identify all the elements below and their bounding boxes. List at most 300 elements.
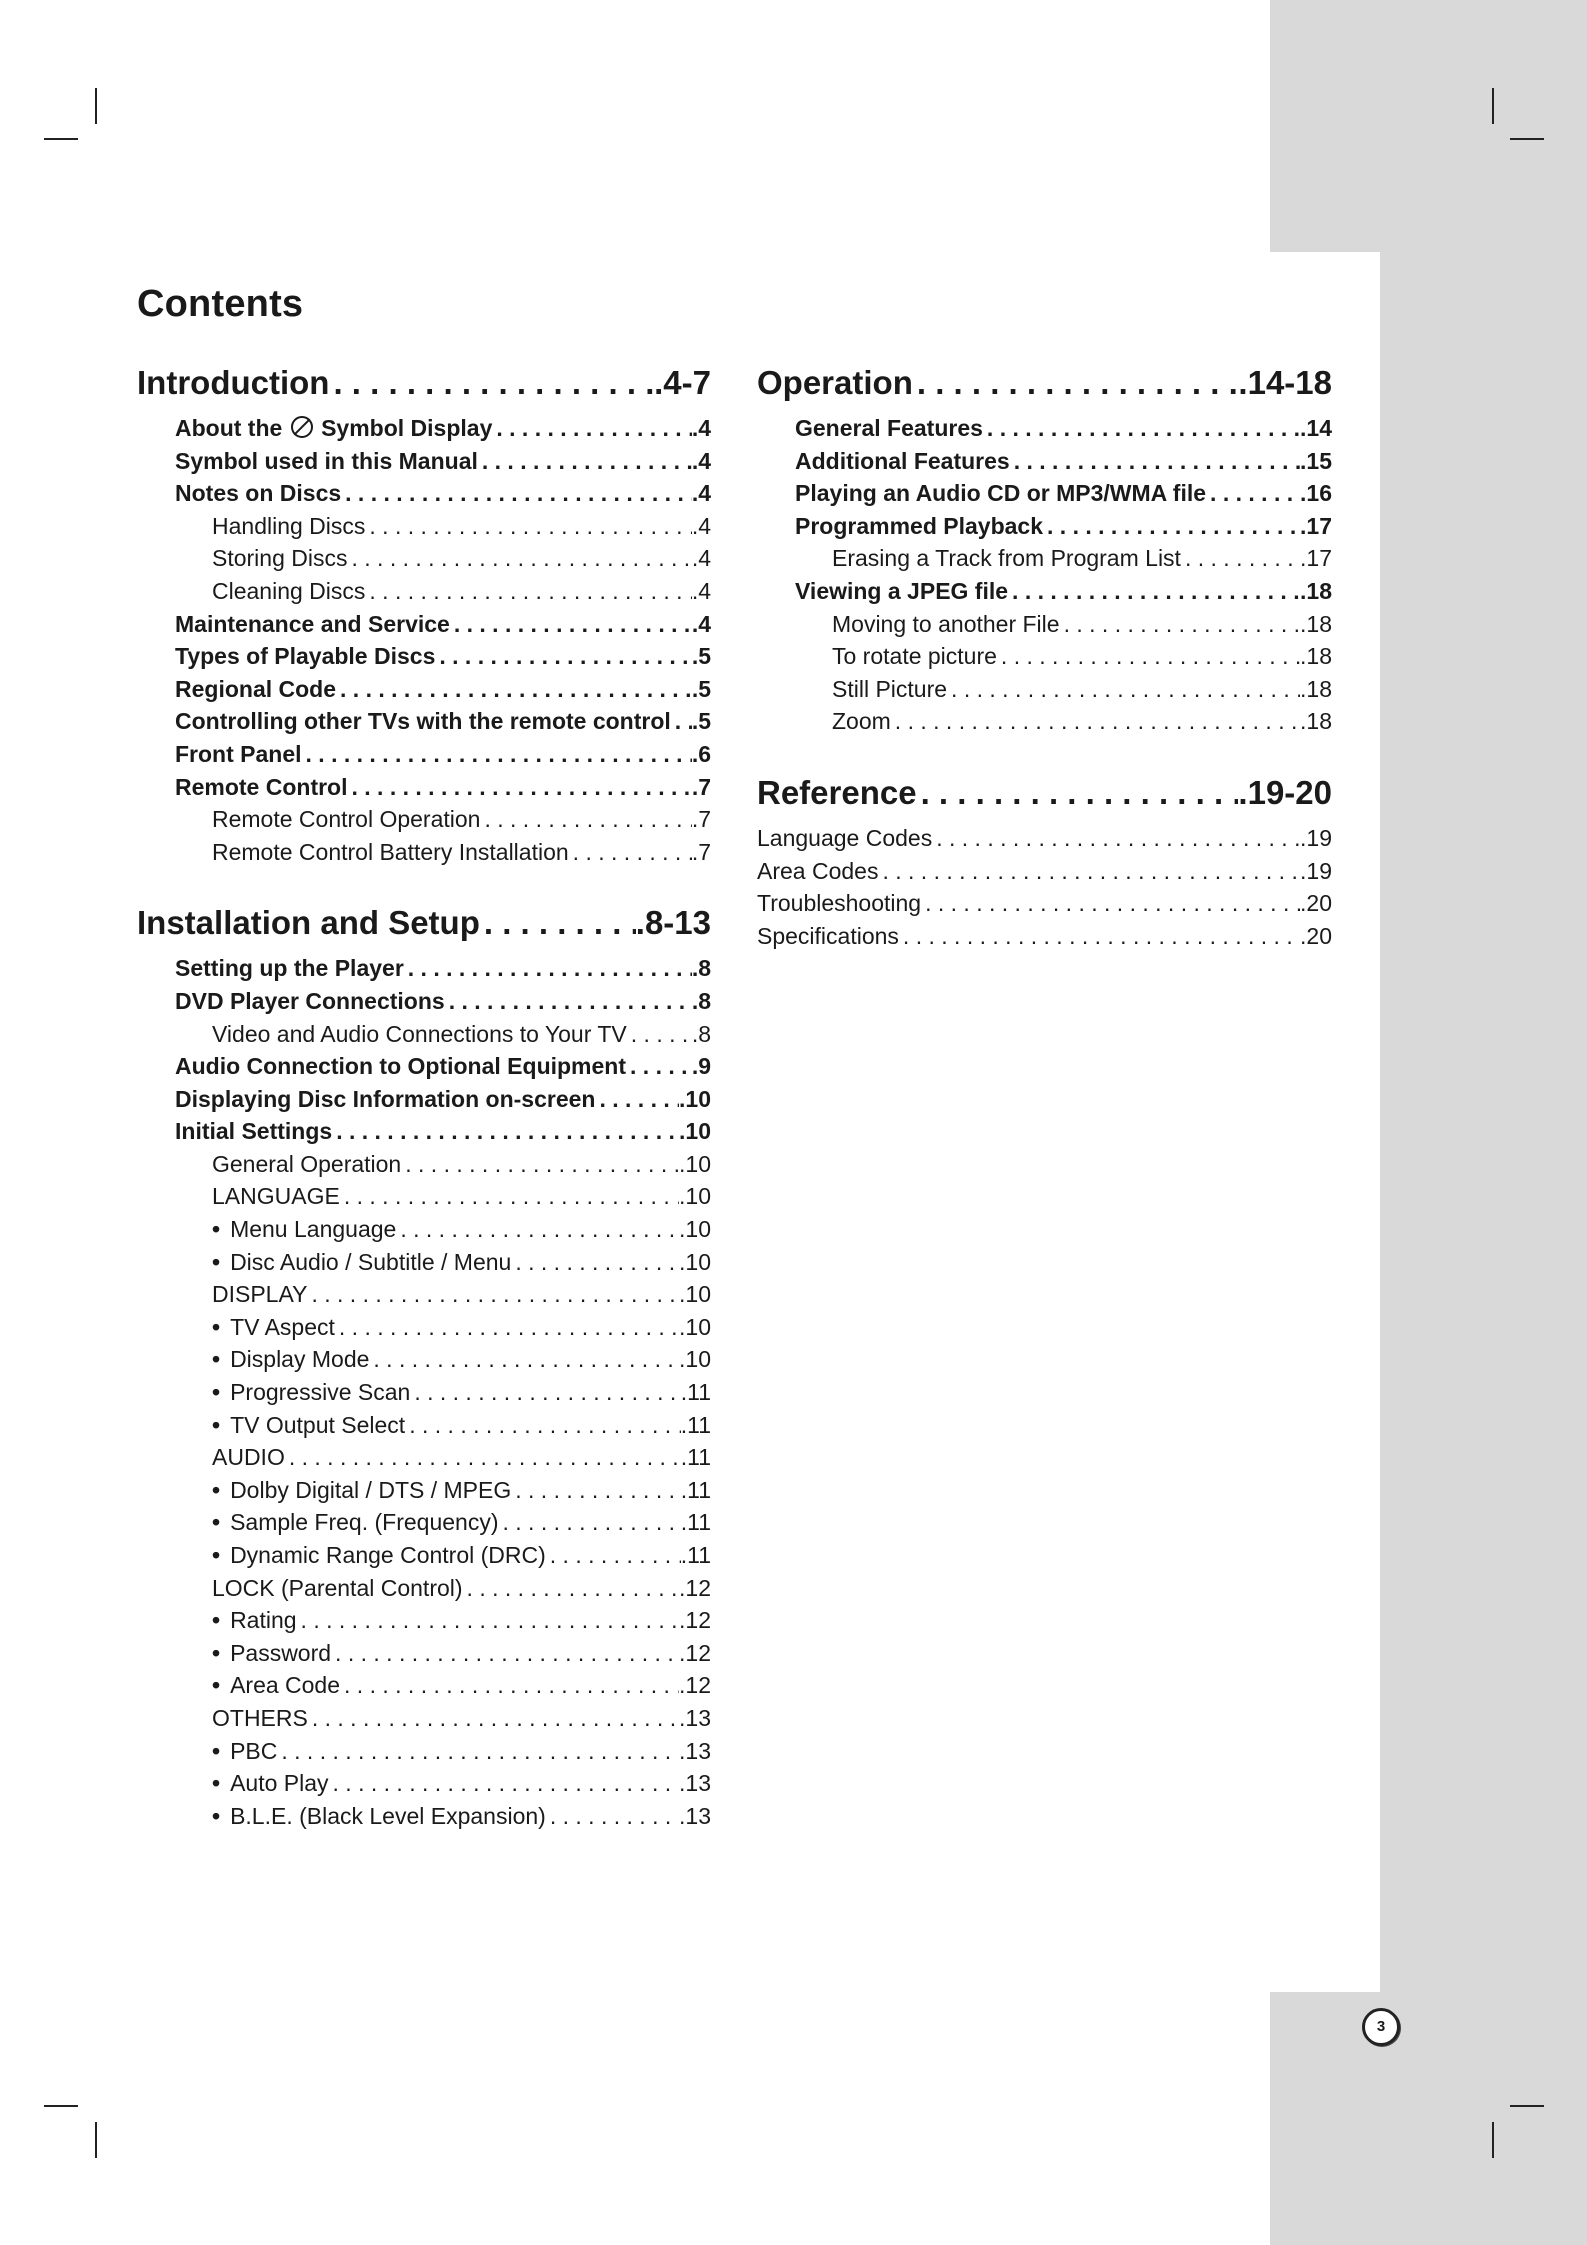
bullet-icon: • xyxy=(212,1737,221,1764)
toc-page-number: .18 xyxy=(1300,643,1332,670)
toc-entry-video-and-audio-connections-to-your-tv xyxy=(137,1018,711,1051)
toc-entry-remote-control xyxy=(137,771,711,804)
toc-entry-text: Progressive Scan xyxy=(230,1379,411,1406)
side-tab-band xyxy=(1380,252,1587,1992)
toc-page-number: .4 xyxy=(691,610,711,637)
toc-entry-displaying-disc-information-on-screen xyxy=(137,1083,711,1116)
dot-leader xyxy=(365,575,691,608)
toc-entry-additional-features xyxy=(757,445,1332,478)
toc-entry-text: TV Aspect xyxy=(230,1313,335,1340)
dot-leader xyxy=(480,803,691,836)
toc-entry-text: Notes on Discs xyxy=(175,480,342,507)
toc-entry-text: Still Picture xyxy=(832,675,948,702)
toc-entry-lock-parental-control xyxy=(137,1572,711,1605)
toc-entry-text: Specifications xyxy=(757,922,899,949)
bullet-icon: • xyxy=(212,1476,221,1503)
bullet-icon: • xyxy=(212,1672,221,1699)
toc-entry-storing-discs xyxy=(137,542,711,575)
dot-leader xyxy=(329,1767,680,1800)
dot-leader xyxy=(335,1311,679,1344)
toc-entry-label xyxy=(795,412,983,445)
toc-section-reference xyxy=(757,768,1332,818)
toc-entry-label xyxy=(757,768,917,818)
toc-entry-area-codes xyxy=(757,855,1332,888)
crop-mark xyxy=(95,2122,97,2158)
toc-entry-label xyxy=(212,1735,277,1768)
toc-entry-text: TV Output Select xyxy=(230,1411,406,1438)
toc-page-number: .10 xyxy=(679,1216,711,1243)
dot-leader xyxy=(1181,542,1300,575)
toc-entry-label xyxy=(212,1343,369,1376)
toc-entry-text: Storing Discs xyxy=(212,545,348,572)
crop-mark xyxy=(95,88,97,124)
side-tab-band-top xyxy=(1270,0,1587,252)
toc-entry-label xyxy=(212,1702,308,1735)
toc-section-operation xyxy=(757,358,1332,408)
toc-entry-zoom xyxy=(757,705,1332,738)
dot-leader xyxy=(445,985,692,1018)
toc-entry-label xyxy=(175,1083,595,1116)
toc-page-number: .10 xyxy=(679,1346,711,1373)
side-tab-band-bottom xyxy=(1270,1992,1587,2245)
toc-page-number: .13 xyxy=(679,1737,711,1764)
toc-entry-label xyxy=(212,1506,499,1539)
dot-leader xyxy=(1008,575,1300,608)
toc-entry-text: Playing an Audio CD or MP3/WMA file xyxy=(795,480,1207,507)
toc-entry-text: LANGUAGE xyxy=(212,1183,340,1210)
toc-entry-maintenance-and-service xyxy=(137,608,711,641)
toc-entry-text: OTHERS xyxy=(212,1704,308,1731)
bullet-icon: • xyxy=(212,1509,221,1536)
crop-mark xyxy=(1510,138,1544,140)
toc-page-number: .8 xyxy=(691,1020,711,1047)
toc-entry-label xyxy=(832,705,891,738)
dot-leader xyxy=(947,673,1300,706)
toc-entry-progressive-scan xyxy=(137,1376,711,1409)
crop-mark xyxy=(1510,2105,1544,2107)
dot-leader xyxy=(997,640,1300,673)
toc-page-number: .10 xyxy=(679,1118,711,1145)
toc-entry-about-the-symbol-display xyxy=(137,412,711,445)
dot-leader xyxy=(369,1343,679,1376)
toc-page-number: .6 xyxy=(691,740,711,767)
dot-leader xyxy=(1043,510,1300,543)
dot-leader xyxy=(917,768,1239,818)
toc-entry-text: Moving to another File xyxy=(832,610,1060,637)
toc-entry-tv-aspect xyxy=(137,1311,711,1344)
dot-leader xyxy=(331,1637,679,1670)
toc-entry-text: LOCK (Parental Control) xyxy=(212,1574,463,1601)
toc-page-number: .17 xyxy=(1300,545,1332,572)
toc-entry-general-operation xyxy=(137,1148,711,1181)
toc-entry-label xyxy=(212,1669,340,1702)
toc-entry-text: Front Panel xyxy=(175,740,302,767)
toc-page-number: .4 xyxy=(691,577,711,604)
bullet-icon: • xyxy=(212,1802,221,1829)
toc-entry-label xyxy=(175,412,492,445)
toc-entry-label xyxy=(757,822,932,855)
toc-entry-label xyxy=(175,640,435,673)
dot-leader xyxy=(329,358,654,408)
toc-entry-display xyxy=(137,1278,711,1311)
dot-leader xyxy=(1010,445,1300,478)
toc-page-number: .19 xyxy=(1300,824,1332,851)
toc-entry-cleaning-discs xyxy=(137,575,711,608)
toc-entry-text: Area Code xyxy=(230,1672,341,1699)
dot-leader xyxy=(511,1474,680,1507)
toc-entry-text: Auto Play xyxy=(230,1770,329,1797)
toc-entry-still-picture xyxy=(757,673,1332,706)
toc-entry-text: AUDIO xyxy=(212,1444,285,1471)
toc-entry-label xyxy=(175,771,348,804)
toc-entry-text: Video and Audio Connections to Your TV xyxy=(212,1020,627,1047)
bullet-icon: • xyxy=(212,1248,221,1275)
toc-page-number: .11 xyxy=(680,1411,711,1438)
toc-entry-label xyxy=(212,1767,329,1800)
toc-page-number: .18 xyxy=(1300,675,1332,702)
toc-section-installation-and-setup xyxy=(137,898,711,948)
dot-leader xyxy=(285,1441,681,1474)
toc-entry-text: Maintenance and Service xyxy=(175,610,450,637)
bullet-icon: • xyxy=(212,1639,221,1666)
toc-page-number: .19-20 xyxy=(1238,773,1332,811)
toc-entry-label xyxy=(212,575,365,608)
page-title: Contents xyxy=(137,283,304,325)
dot-leader xyxy=(891,705,1300,738)
dot-leader xyxy=(921,887,1300,920)
toc-entry-label xyxy=(212,1018,627,1051)
toc-page-number: .19 xyxy=(1300,857,1332,884)
toc-page-number: .7 xyxy=(691,838,711,865)
toc-page-number: .18 xyxy=(1300,610,1332,637)
toc-entry-pbc xyxy=(137,1735,711,1768)
toc-entry-text: Password xyxy=(230,1639,332,1666)
toc-entry-others xyxy=(137,1702,711,1735)
toc-entry-auto-play xyxy=(137,1767,711,1800)
toc-page-number: .5 xyxy=(691,643,711,670)
toc-page-number: .11 xyxy=(680,1476,711,1503)
toc-entry-regional-code xyxy=(137,673,711,706)
toc-entry-text: General Operation xyxy=(212,1150,402,1177)
dot-leader xyxy=(899,920,1300,953)
bullet-icon: • xyxy=(212,1313,221,1340)
dot-leader xyxy=(913,358,1239,408)
toc-entry-label xyxy=(795,510,1043,543)
bullet-icon: • xyxy=(212,1411,221,1438)
dot-leader xyxy=(297,1604,679,1637)
toc-entry-text: Additional Features xyxy=(795,447,1010,474)
toc-entry-general-features xyxy=(757,412,1332,445)
dot-leader xyxy=(347,542,691,575)
dot-leader xyxy=(983,412,1300,445)
toc-entry-text: Symbol used in this Manual xyxy=(175,447,478,474)
toc-entry-label xyxy=(175,1115,332,1148)
toc-entry-dynamic-range-control-drc xyxy=(137,1539,711,1572)
dot-leader xyxy=(348,771,692,804)
toc-entry-text: Troubleshooting xyxy=(757,890,922,917)
toc-page-number: .11 xyxy=(680,1444,711,1471)
toc-entry-label xyxy=(212,1637,331,1670)
dot-leader xyxy=(546,1800,679,1833)
toc-page-number: .12 xyxy=(679,1639,711,1666)
toc-entry-label xyxy=(212,1278,307,1311)
toc-entry-label xyxy=(175,673,336,706)
toc-entry-menu-language xyxy=(137,1213,711,1246)
toc-page-number: .20 xyxy=(1300,890,1332,917)
dot-leader xyxy=(365,510,691,543)
crop-mark xyxy=(44,138,78,140)
toc-entry-text: Regional Code xyxy=(175,675,337,702)
toc-entry-label xyxy=(137,358,329,408)
bullet-icon: • xyxy=(212,1346,221,1373)
toc-right-column xyxy=(757,358,1332,952)
toc-entry-label xyxy=(757,358,913,408)
dot-leader xyxy=(277,1735,679,1768)
toc-page-number: .12 xyxy=(679,1607,711,1634)
toc-page-number: .10 xyxy=(679,1248,711,1275)
toc-entry-text: Remote Control Operation xyxy=(212,806,481,833)
dot-leader xyxy=(404,952,692,985)
toc-entry-label xyxy=(175,477,341,510)
toc-entry-b-l-e-black-level-expansion xyxy=(137,1800,711,1833)
toc-entry-label xyxy=(832,542,1181,575)
toc-entry-remote-control-operation xyxy=(137,803,711,836)
dot-leader xyxy=(307,1278,679,1311)
toc-entry-text: Remote Control xyxy=(175,773,348,800)
dot-leader xyxy=(401,1148,679,1181)
dot-leader xyxy=(396,1213,679,1246)
toc-entry-text: Audio Connection to Optional Equipment xyxy=(175,1053,627,1080)
dot-leader xyxy=(336,673,692,706)
toc-entry-label xyxy=(795,575,1008,608)
dot-leader xyxy=(450,608,692,641)
toc-entry-text: Reference xyxy=(757,773,917,811)
toc-entry-sample-freq-frequency xyxy=(137,1506,711,1539)
toc-entry-label xyxy=(212,1409,405,1442)
toc-entry-symbol-used-in-this-manual xyxy=(137,445,711,478)
toc-entry-moving-to-another-file xyxy=(757,608,1332,641)
toc-page-number: .8 xyxy=(691,987,711,1014)
dot-leader xyxy=(308,1702,679,1735)
toc-page-number: .11 xyxy=(680,1379,711,1406)
toc-entry-label-suffix: Symbol Display xyxy=(314,415,493,441)
toc-entry-types-of-playable-discs xyxy=(137,640,711,673)
toc-entry-label xyxy=(212,1441,285,1474)
toc-left-column xyxy=(137,358,711,1832)
toc-entry-label xyxy=(832,608,1060,641)
toc-entry-label xyxy=(212,1800,546,1833)
toc-section-introduction xyxy=(137,358,711,408)
dot-leader xyxy=(340,1669,679,1702)
toc-entry-text: Initial Settings xyxy=(175,1118,333,1145)
bullet-icon: • xyxy=(212,1542,221,1568)
toc-entry-text: B.L.E. (Black Level Expansion) xyxy=(230,1802,546,1829)
dot-leader xyxy=(546,1539,681,1572)
toc-entry-label xyxy=(137,898,480,948)
toc-entry-label xyxy=(212,1376,410,1409)
toc-page-number: .4 xyxy=(691,512,711,539)
toc-entry-label xyxy=(175,952,404,985)
toc-entry-text: Types of Playable Discs xyxy=(175,643,436,670)
toc-page-number: .4 xyxy=(691,447,711,474)
toc-entry-language-codes xyxy=(757,822,1332,855)
section-spacer xyxy=(137,868,711,898)
toc-entry-label xyxy=(832,673,947,706)
dot-leader xyxy=(1206,477,1300,510)
toc-entry-password xyxy=(137,1637,711,1670)
dot-leader xyxy=(435,640,691,673)
toc-page-number: .13 xyxy=(679,1704,711,1731)
toc-entry-text: Remote Control Battery Installation xyxy=(212,838,569,865)
crop-mark xyxy=(1492,88,1494,124)
toc-entry-text: DISPLAY xyxy=(212,1281,308,1308)
toc-entry-text: Display Mode xyxy=(230,1346,370,1373)
toc-entry-label xyxy=(212,836,569,869)
toc-entry-label xyxy=(212,1604,297,1637)
bullet-icon: • xyxy=(212,1607,221,1634)
section-spacer xyxy=(757,738,1332,768)
toc-page-number: .15 xyxy=(1300,447,1332,474)
toc-entry-dvd-player-connections xyxy=(137,985,711,1018)
dot-leader xyxy=(492,412,691,445)
toc-entry-label xyxy=(757,855,878,888)
dot-leader xyxy=(499,1506,681,1539)
toc-entry-handling-discs xyxy=(137,510,711,543)
toc-entry-setting-up-the-player xyxy=(137,952,711,985)
toc-page-number: .14 xyxy=(1300,415,1332,441)
dot-leader xyxy=(480,898,636,948)
dot-leader xyxy=(671,705,692,738)
toc-entry-text: To rotate picture xyxy=(832,643,997,670)
toc-entry-label xyxy=(175,738,302,771)
toc-entry-label xyxy=(212,1474,511,1507)
toc-entry-audio-connection-to-optional-equipment xyxy=(137,1050,711,1083)
toc-entry-troubleshooting xyxy=(757,887,1332,920)
toc-page-number: .8-13 xyxy=(635,904,711,942)
toc-entry-text: Area Codes xyxy=(757,857,879,884)
toc-entry-label xyxy=(212,510,365,543)
toc-page-number: .10 xyxy=(679,1183,711,1210)
toc-entry-text: Handling Discs xyxy=(212,512,366,539)
toc-page-number: .10 xyxy=(679,1281,711,1308)
toc-entry-erasing-a-track-from-program-list xyxy=(757,542,1332,575)
toc-page-number: .11 xyxy=(680,1509,711,1536)
toc-entry-programmed-playback xyxy=(757,510,1332,543)
toc-page-number: .12 xyxy=(679,1672,711,1699)
dot-leader xyxy=(878,855,1300,888)
dot-leader xyxy=(478,445,692,478)
toc-page-number: .5 xyxy=(691,708,711,735)
toc-page-number: .10 xyxy=(679,1150,711,1177)
bullet-icon: • xyxy=(212,1216,221,1243)
toc-entry-text: PBC xyxy=(230,1737,278,1764)
toc-entry-text: Dolby Digital / DTS / MPEG xyxy=(230,1476,512,1503)
toc-page-number: .4-7 xyxy=(654,364,711,401)
toc-entry-playing-an-audio-cd-or-mp3-wma-file xyxy=(757,477,1332,510)
toc-entry-label xyxy=(212,1180,340,1213)
toc-entry-specifications xyxy=(757,920,1332,953)
prohibited-symbol-icon xyxy=(291,416,313,438)
dot-leader xyxy=(626,1050,692,1083)
toc-page-number: .4 xyxy=(691,415,711,441)
dot-leader xyxy=(405,1409,681,1442)
toc-page-number: .8 xyxy=(691,955,711,982)
toc-page-number: .20 xyxy=(1300,922,1332,949)
toc-entry-text: Programmed Playback xyxy=(795,512,1044,539)
toc-entry-text: Menu Language xyxy=(230,1216,397,1243)
toc-page-number: .13 xyxy=(679,1802,711,1829)
toc-entry-label xyxy=(212,1213,396,1246)
toc-entry-label xyxy=(832,640,997,673)
dot-leader xyxy=(627,1018,692,1051)
toc-page-number: .18 xyxy=(1300,708,1332,735)
dot-leader xyxy=(463,1572,679,1605)
toc-page-number: .7 xyxy=(691,806,711,833)
toc-entry-language xyxy=(137,1180,711,1213)
toc-entry-to-rotate-picture xyxy=(757,640,1332,673)
dot-leader xyxy=(332,1115,679,1148)
dot-leader xyxy=(410,1376,680,1409)
crop-mark xyxy=(44,2105,78,2107)
dot-leader xyxy=(341,477,692,510)
toc-page-number: .11 xyxy=(680,1542,711,1568)
toc-entry-text: Zoom xyxy=(832,708,891,735)
toc-entry-text: Controlling other TVs with the remote control xyxy=(175,708,671,735)
dot-leader xyxy=(932,822,1300,855)
toc-entry-label xyxy=(175,705,671,738)
toc-entry-text: Rating xyxy=(230,1607,297,1634)
toc-entry-label xyxy=(212,542,347,575)
toc-entry-area-code xyxy=(137,1669,711,1702)
toc-entry-label xyxy=(212,803,480,836)
toc-page-number: .4 xyxy=(691,480,711,507)
toc-entry-label xyxy=(757,887,921,920)
toc-page-number: .4 xyxy=(691,545,711,572)
toc-entry-text: Erasing a Track from Program List xyxy=(832,545,1181,572)
toc-page-number: .18 xyxy=(1300,577,1332,604)
toc-entry-text: DVD Player Connections xyxy=(175,987,445,1014)
toc-entry-remote-control-battery-installation xyxy=(137,836,711,869)
toc-entry-notes-on-discs xyxy=(137,477,711,510)
toc-page-number: .16 xyxy=(1300,480,1332,507)
toc-entry-label xyxy=(212,1148,401,1181)
toc-entry-disc-audio-subtitle-menu xyxy=(137,1246,711,1279)
toc-entry-text: Language Codes xyxy=(757,824,933,851)
toc-entry-label-prefix: About the xyxy=(175,415,289,441)
toc-entry-text: Cleaning Discs xyxy=(212,577,366,604)
toc-page-number: .13 xyxy=(679,1770,711,1797)
toc-entry-viewing-a-jpeg-file xyxy=(757,575,1332,608)
toc-page-number: .12 xyxy=(679,1574,711,1601)
dot-leader xyxy=(340,1180,679,1213)
dot-leader xyxy=(569,836,692,869)
toc-entry-label xyxy=(175,608,450,641)
crop-mark xyxy=(1492,2122,1494,2158)
toc-page-number: .10 xyxy=(679,1085,711,1112)
toc-page-number: .5 xyxy=(691,675,711,702)
toc-entry-label xyxy=(175,445,478,478)
toc-entry-label xyxy=(175,1050,626,1083)
toc-entry-label xyxy=(795,477,1206,510)
toc-entry-text: Viewing a JPEG file xyxy=(795,577,1009,604)
toc-entry-dolby-digital-dts-mpeg xyxy=(137,1474,711,1507)
toc-entry-text: Setting up the Player xyxy=(175,955,404,982)
toc-page-number: .17 xyxy=(1300,512,1332,539)
toc-page-number: .9 xyxy=(691,1053,711,1080)
toc-entry-text: Sample Freq. (Frequency) xyxy=(230,1509,499,1536)
toc-page-number: .7 xyxy=(691,773,711,800)
toc-entry-label xyxy=(757,920,899,953)
